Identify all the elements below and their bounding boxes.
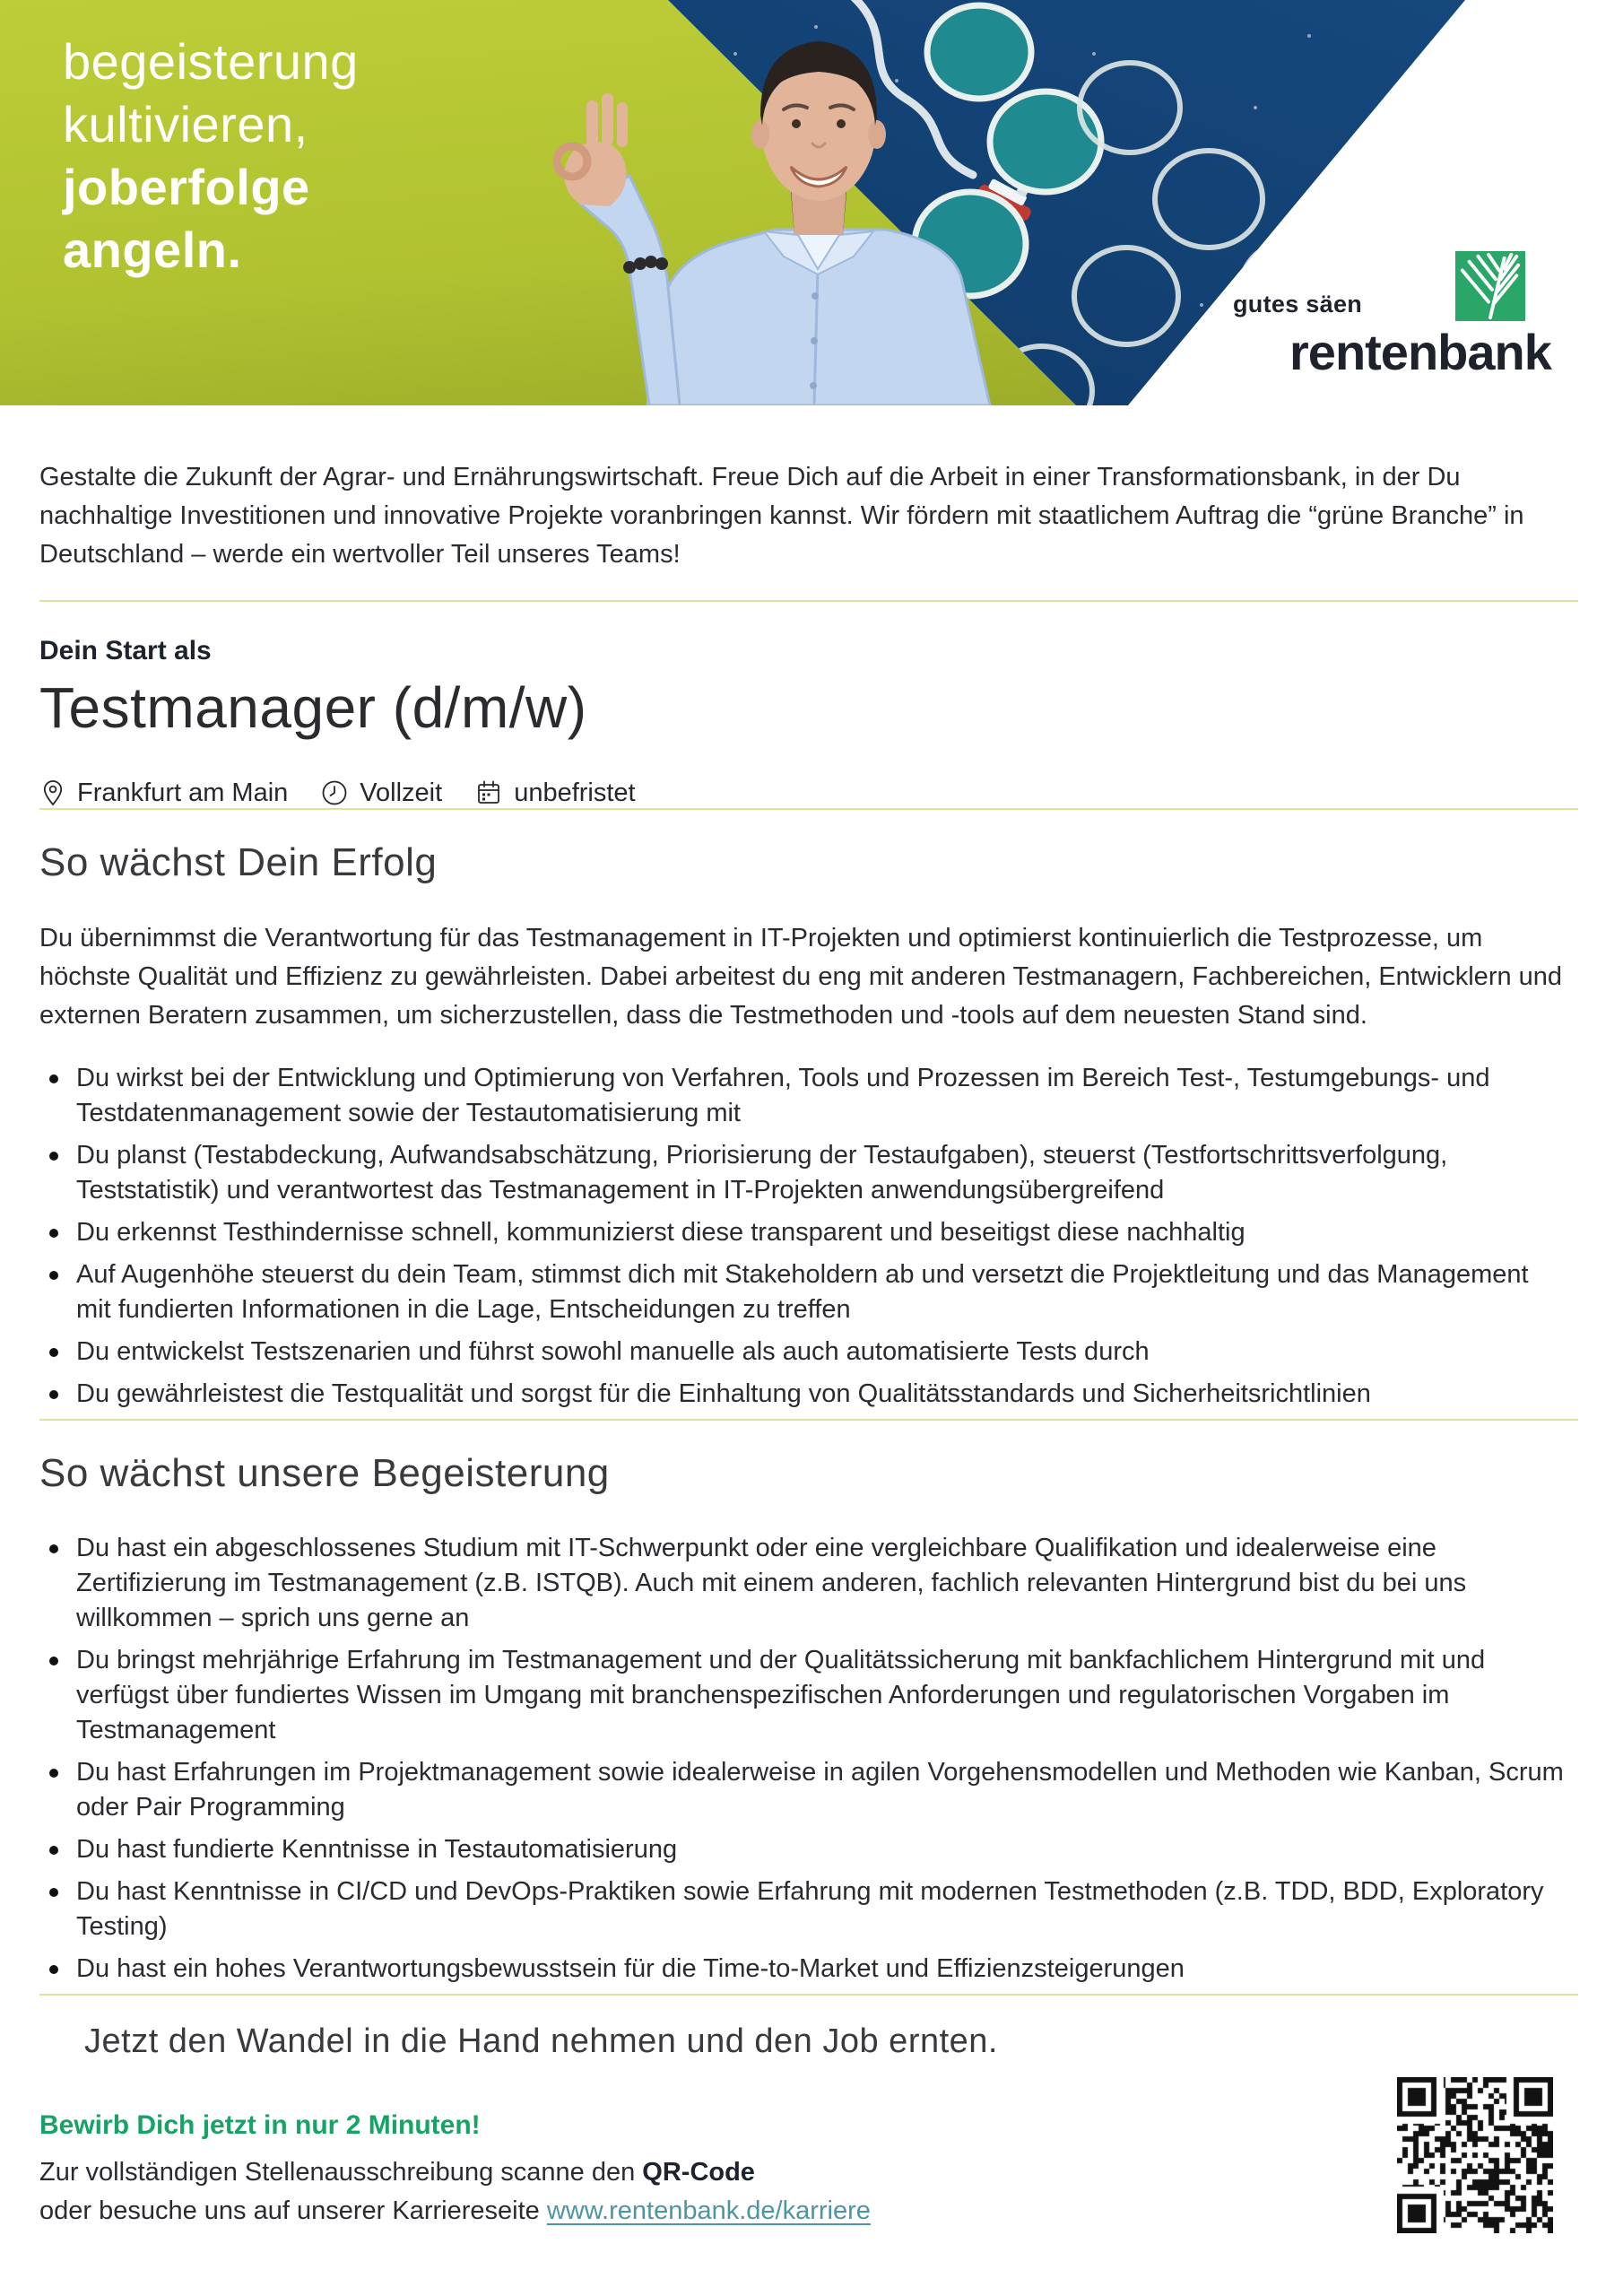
divider bbox=[39, 1419, 1578, 1421]
list-item: Du hast ein hohes Verantwortungsbewusstsein für die Time-to-Market und Effizienzsteigerungen bbox=[39, 1952, 1564, 1987]
list-item: Du gewährleistest die Testqualität und sorgst für die Einhaltung von Qualitätsstandards und Sicherheitsrichtlinien bbox=[39, 1377, 1564, 1412]
list-item: Du hast Kenntnisse in CI/CD und DevOps-Praktiken sowie Erfahrung mit modernen Testmethoden (z.B. TDD, BDD, Exploratory Testing) bbox=[39, 1874, 1564, 1944]
apply-cta-text: Bewirb Dich jetzt in nur 2 Minuten! bbox=[39, 2109, 481, 2140]
rentenbank-logo bbox=[1228, 251, 1605, 386]
outro-slogan: Jetzt den Wandel in die Hand nehmen und den Job ernten. bbox=[84, 2022, 998, 2060]
location-pin-icon bbox=[39, 778, 66, 807]
list-item: Du erkennst Testhindernisse schnell, kommunizierst diese transparent und beseitigst diese nachhaltig bbox=[39, 1215, 1564, 1250]
erfolg-paragraph: Du übernimmst die Verantwortung für das Testmanagement in IT-Projekten und optimierst kontinuierlich die Testprozesse, um höchste Qualität und Effizienz zu gewährleisten. Dabei arbeitest du eng mit anderen Testmanagern, Fachbereichen, Entwicklern und externen Beratern zusammen, um sicherzustellen, dass die Testmethoden und -tools auf dem neuesten Stand sind. bbox=[39, 924, 1563, 1031]
logo-wordmark: rentenbank bbox=[1289, 324, 1551, 380]
career-site-line bbox=[39, 2192, 1578, 2231]
main-content bbox=[0, 405, 1623, 2231]
meta-location-label: Frankfurt am Main bbox=[77, 778, 289, 807]
meta-employment-label: Vollzeit bbox=[360, 778, 443, 807]
calendar-icon bbox=[474, 778, 503, 807]
job-kicker: Dein Start als bbox=[39, 636, 212, 665]
hero-headline-line: angeln. bbox=[63, 222, 242, 278]
list-item: Du hast ein abgeschlossenes Studium mit IT-Schwerpunkt oder eine vergleichbare Qualifikation und idealerweise eine Zertifizierung im Testmanagement (z.B. ISTQB). Auch mit einem anderen, fachlich relevanten Hintergrund bist du bei uns willkommen – sprich uns gerne an bbox=[39, 1531, 1564, 1636]
list-item: Du entwickelst Testszenarien und führst sowohl manuelle als auch automatisierte Tests durch bbox=[39, 1335, 1564, 1370]
job-title: Testmanager (d/m/w) bbox=[39, 675, 587, 740]
qr-code bbox=[1397, 2077, 1553, 2233]
hero-banner bbox=[0, 0, 1623, 405]
list-item: Auf Augenhöhe steuerst du dein Team, stimmst dich mit Stakeholdern ab und versetzt die Projektleitung und das Management mit fundierten Informationen in die Lage, Entscheidungen zu treffen bbox=[39, 1257, 1564, 1327]
person-photo bbox=[495, 0, 1114, 405]
divider bbox=[39, 808, 1578, 810]
intro-paragraph: Gestalte die Zukunft der Agrar- und Ernährungswirtschaft. Freue Dich auf die Arbeit in einer Transformationsbank, in der Du nachhaltige Investitionen und innovative Projekte voranbringen kannst. Wir fördern mit staatlichem Auftrag die “grüne Branche” in Deutschland – werde ein wertvoller Teil unseres Teams! bbox=[39, 463, 1524, 569]
hero-headline-line: kultivieren, bbox=[63, 96, 308, 152]
meta-location bbox=[39, 778, 288, 808]
career-site-link[interactable]: www.rentenbank.de/karriere bbox=[546, 2196, 871, 2225]
section-heading-begeisterung: So wächst unsere Begeisterung bbox=[39, 1451, 610, 1496]
meta-contract bbox=[474, 778, 635, 808]
begeisterung-bullet-list bbox=[39, 1531, 1564, 1987]
meta-contract-label: unbefristet bbox=[514, 778, 636, 807]
qr-code-label: QR-Code bbox=[642, 2157, 755, 2187]
hero-headline-line: begeisterung bbox=[63, 33, 359, 90]
section-heading-erfolg: So wächst Dein Erfolg bbox=[39, 839, 438, 884]
hero-headline-line: joberfolge bbox=[63, 159, 310, 215]
divider bbox=[39, 600, 1578, 602]
ok-hand-gesture bbox=[557, 93, 628, 206]
list-item: Du planst (Testabdeckung, Aufwandsabschätzung, Priorisierung der Testaufgaben), steuerst (Testfortschrittsverfolgung, Teststatistik) und verantwortest das Testmanagement in IT-Projekten anwendungsübergreifend bbox=[39, 1138, 1564, 1208]
clock-icon bbox=[320, 778, 349, 807]
meta-employment-type bbox=[320, 778, 442, 808]
erfolg-bullet-list bbox=[39, 1061, 1564, 1412]
job-meta-row bbox=[39, 778, 1578, 808]
list-item: Du bringst mehrjährige Erfahrung im Testmanagement und der Qualitätssicherung mit bankfachlichem Hintergrund mit und verfügst über fundiertes Wissen im Umgang mit branchenspezifischen Anforderungen und regulatorischen Vorgaben im Testmanagement bbox=[39, 1643, 1564, 1748]
hero-headline bbox=[63, 30, 359, 282]
qr-instruction-line bbox=[39, 2153, 1578, 2192]
list-item: Du wirkst bei der Entwicklung und Optimierung von Verfahren, Tools und Prozessen im Bereich Test-, Testumgebungs- und Testdatenmanagement sowie der Testautomatisierung mit bbox=[39, 1061, 1564, 1131]
logo-tagline: gutes säen bbox=[1233, 291, 1363, 317]
list-item: Du hast Erfahrungen im Projektmanagement sowie idealerweise in agilen Vorgehensmodellen und Methoden wie Kanban, Scrum oder Pair Programming bbox=[39, 1755, 1564, 1825]
list-item: Du hast fundierte Kenntnisse in Testautomatisierung bbox=[39, 1832, 1564, 1867]
career-site-prefix: oder besuche uns auf unserer Karriereseite bbox=[39, 2196, 547, 2225]
wheat-icon bbox=[1455, 251, 1525, 321]
divider bbox=[39, 1994, 1578, 1996]
qr-instruction-prefix: Zur vollständigen Stellenausschreibung scanne den bbox=[39, 2157, 643, 2187]
